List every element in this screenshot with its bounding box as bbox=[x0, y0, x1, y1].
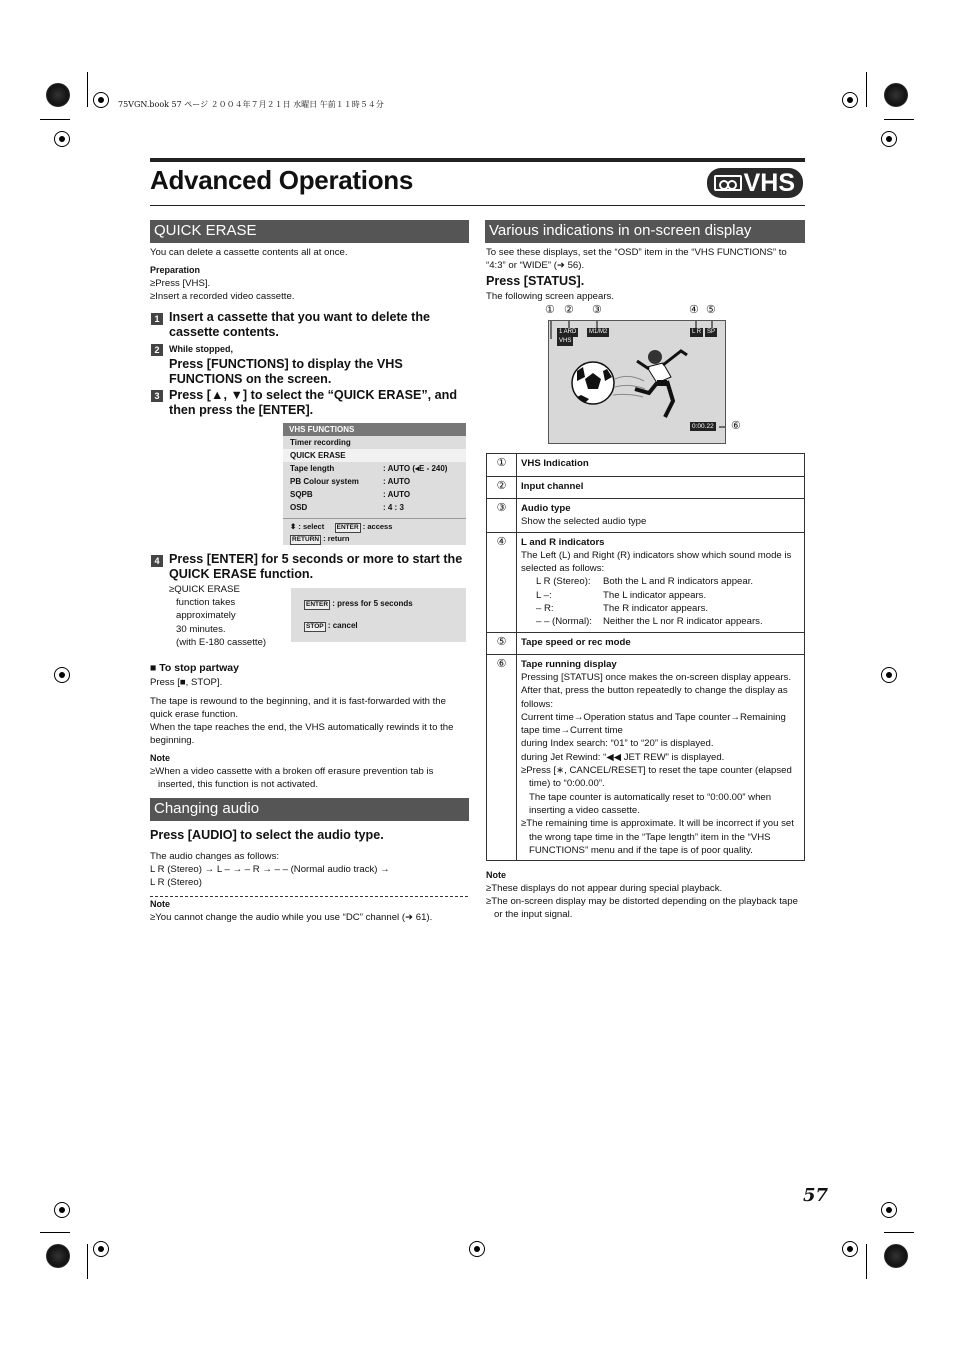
callout-2: ② bbox=[564, 304, 574, 316]
vhs-functions-menu bbox=[283, 423, 466, 545]
note-label: Note bbox=[150, 753, 170, 763]
crosshair-mark-icon bbox=[881, 667, 897, 683]
callout-3: ③ bbox=[592, 304, 602, 316]
crosshair-mark-icon bbox=[93, 1241, 109, 1257]
registration-mark-icon bbox=[884, 83, 908, 107]
osd-screen bbox=[548, 320, 726, 444]
crosshair-mark-icon bbox=[469, 1241, 485, 1257]
osd-step: Press [STATUS]. bbox=[486, 274, 585, 288]
erase-key-box: ENTER : press for 5 seconds STOP : cancel bbox=[291, 588, 466, 642]
title-rule-bottom bbox=[150, 205, 805, 206]
table-row: ⑤ Tape speed or rec mode bbox=[487, 632, 805, 654]
crosshair-mark-icon bbox=[54, 131, 70, 147]
step-4-note: (with E-180 cassette) bbox=[176, 637, 267, 648]
note-label: Note bbox=[150, 899, 170, 909]
audio-line: L R (Stereo) bbox=[150, 877, 202, 888]
crosshair-mark-icon bbox=[842, 1241, 858, 1257]
osd-lr: L R bbox=[692, 329, 702, 335]
menu-row: Tape length : AUTO (◂E - 240) bbox=[290, 464, 448, 473]
prep-item: ≥Insert a recorded video cassette. bbox=[150, 291, 295, 302]
section-changing-audio-heading: Changing audio bbox=[150, 798, 469, 821]
table-row: ① VHS Indication bbox=[487, 454, 805, 477]
osd-channel: 1 ARD bbox=[559, 329, 577, 335]
vhs-badge: VHS bbox=[707, 168, 803, 198]
crop-mark bbox=[884, 1232, 914, 1233]
stop-partway-heading: ■ To stop partway bbox=[150, 662, 239, 674]
note-item: ≥When a video cassette with a broken off erasure prevention tab is inserted, this function is not activated. bbox=[150, 766, 434, 791]
enter-key-icon: ENTER bbox=[336, 524, 359, 531]
step-4-note: function takes bbox=[176, 597, 236, 608]
return-key-icon: RETURN bbox=[292, 536, 320, 543]
callout-4: ④ bbox=[689, 304, 699, 316]
callout-5: ⑤ bbox=[706, 304, 716, 316]
stop-key-icon: STOP bbox=[306, 623, 324, 630]
audio-line: L R (Stereo) → L – → – R → – – (Normal audio track) → bbox=[150, 864, 390, 875]
preparation-label: Preparation bbox=[150, 265, 201, 275]
menu-row: SQPB : AUTO bbox=[290, 490, 411, 499]
osd-time: 0:00.22 bbox=[692, 423, 714, 430]
osd-audio-type: M1/M2 bbox=[589, 329, 608, 335]
print-header: 75VGN.book 57 ページ ２００４年７月２１日 水曜日 午前１１時５４分 bbox=[118, 100, 384, 109]
cassette-icon bbox=[714, 175, 742, 191]
menu-row: Timer recording bbox=[290, 438, 351, 447]
note-item: ≥The on-screen display may be distorted depending on the playback tape or the input signal. bbox=[486, 896, 798, 921]
section-quick-erase-heading: QUICK ERASE bbox=[150, 220, 469, 243]
crop-mark bbox=[40, 119, 70, 120]
registration-mark-icon bbox=[884, 1244, 908, 1268]
crosshair-mark-icon bbox=[54, 667, 70, 683]
step-number: 2 bbox=[151, 344, 163, 356]
up-down-arrow-icon: ⬍ bbox=[290, 522, 297, 531]
menu-row: OSD : 4 : 3 bbox=[290, 503, 404, 512]
osd-intro: To see these displays, set the “OSD” item in the “VHS FUNCTIONS” to “4:3” or “WIDE” (➜ 56). bbox=[486, 247, 787, 272]
note-item: ≥These displays do not appear during special playback. bbox=[486, 883, 723, 894]
page-title: Advanced Operations bbox=[150, 165, 414, 195]
registration-mark-icon bbox=[46, 83, 70, 107]
table-row: ② Input channel bbox=[487, 477, 805, 499]
step-1: Insert a cassette that you want to delete the cassette contents. bbox=[169, 310, 431, 340]
stop-press: Press [■, STOP]. bbox=[150, 677, 223, 688]
step-4-note: approximately bbox=[176, 610, 236, 621]
table-row: ③ Audio type Show the selected audio type bbox=[487, 499, 805, 533]
page-number: 57 bbox=[802, 1185, 828, 1206]
step-3: Press [▲, ▼] to select the “QUICK ERASE”, and then press the [ENTER]. bbox=[169, 388, 458, 418]
step-number: 3 bbox=[151, 390, 163, 402]
osd-speed: SP bbox=[707, 329, 716, 335]
crop-mark bbox=[884, 119, 914, 120]
section-osd-heading: Various indications in on-screen display bbox=[485, 220, 805, 243]
crop-mark bbox=[866, 72, 867, 107]
audio-step: Press [AUDIO] to select the audio type. bbox=[150, 828, 384, 842]
crosshair-mark-icon bbox=[842, 92, 858, 108]
note-label: Note bbox=[486, 870, 506, 880]
crosshair-mark-icon bbox=[881, 1202, 897, 1218]
menu-row-selected: QUICK ERASE bbox=[283, 449, 466, 462]
step-2: Press [FUNCTIONS] to display the VHS FUNCTIONS on the screen. bbox=[169, 357, 403, 387]
step-4-note: ≥QUICK ERASE bbox=[169, 584, 240, 595]
menu-help: ⬍ : select ENTER : access RETURN : return bbox=[283, 518, 466, 545]
crosshair-mark-icon bbox=[881, 131, 897, 147]
stop-paragraph: When the tape reaches the end, the VHS automatically rewinds it to the beginning. bbox=[150, 722, 454, 747]
callout-6: ⑥ bbox=[731, 420, 741, 432]
step-4: Press [ENTER] for 5 seconds or more to start the QUICK ERASE function. bbox=[169, 552, 463, 582]
osd-follow: The following screen appears. bbox=[486, 291, 614, 302]
divider bbox=[150, 896, 468, 897]
audio-line: The audio changes as follows: bbox=[150, 851, 280, 862]
enter-key-icon: ENTER bbox=[306, 601, 329, 608]
indication-table bbox=[486, 453, 805, 861]
registration-mark-icon bbox=[46, 1244, 70, 1268]
table-row: ④ L and R indicators The Left (L) and Right (R) indicators show which sound mode is selected as follows: L R (Stereo): Both the L and R indicators appear. L –: The L indicator appears. – R: The R indicator appears. – – (Normal): Neither the L nor R indicator appears. bbox=[487, 532, 805, 632]
step-number: 1 bbox=[151, 313, 163, 325]
note-item: ≥You cannot change the audio while you use “DC” channel (➜ 61). bbox=[150, 912, 433, 923]
crosshair-mark-icon bbox=[54, 1202, 70, 1218]
crop-mark bbox=[87, 1244, 88, 1279]
step-2-condition: While stopped, bbox=[169, 344, 233, 354]
callout-1: ① bbox=[545, 304, 555, 316]
crop-mark bbox=[866, 1244, 867, 1279]
osd-vhs-indicator: VHS bbox=[559, 338, 572, 344]
step-4-note: 30 minutes. bbox=[176, 624, 226, 635]
crop-mark bbox=[87, 72, 88, 107]
step-number: 4 bbox=[151, 555, 163, 567]
menu-row: PB Colour system : AUTO bbox=[290, 477, 411, 486]
prep-item: ≥Press [VHS]. bbox=[150, 278, 211, 289]
table-row: ⑥ Tape running display Pressing [STATUS] once makes the on-screen display appears. After that, press the button repeatedly to change the display as follows: Current time→Operation status and Tape counter→Remaining tape time→Current time during Index search: “01” to “20” is displayed. during Jet Rewind: “◀◀ JET REW” is displayed. ≥Press [∗, CANCEL/RESET] to reset the tape counter (elapsed time) to “0:00.00”. The tape counter is automatically reset to “0:00.00” when inserting a video cassette. ≥The remaining time is approximate. It will be incorrect if you set the wrong tape time in the “Tape length” item in the “VHS FUNCTIONS” menu and if the tape is of poor quality. bbox=[487, 654, 805, 860]
quick-erase-intro: You can delete a cassette contents all at once. bbox=[150, 247, 348, 258]
crosshair-mark-icon bbox=[93, 92, 109, 108]
title-rule bbox=[150, 158, 805, 162]
menu-title: VHS FUNCTIONS bbox=[283, 423, 466, 436]
stop-paragraph: The tape is rewound to the beginning, and it is fast-forwarded with the quick erase function. bbox=[150, 696, 446, 721]
crop-mark bbox=[40, 1232, 70, 1233]
